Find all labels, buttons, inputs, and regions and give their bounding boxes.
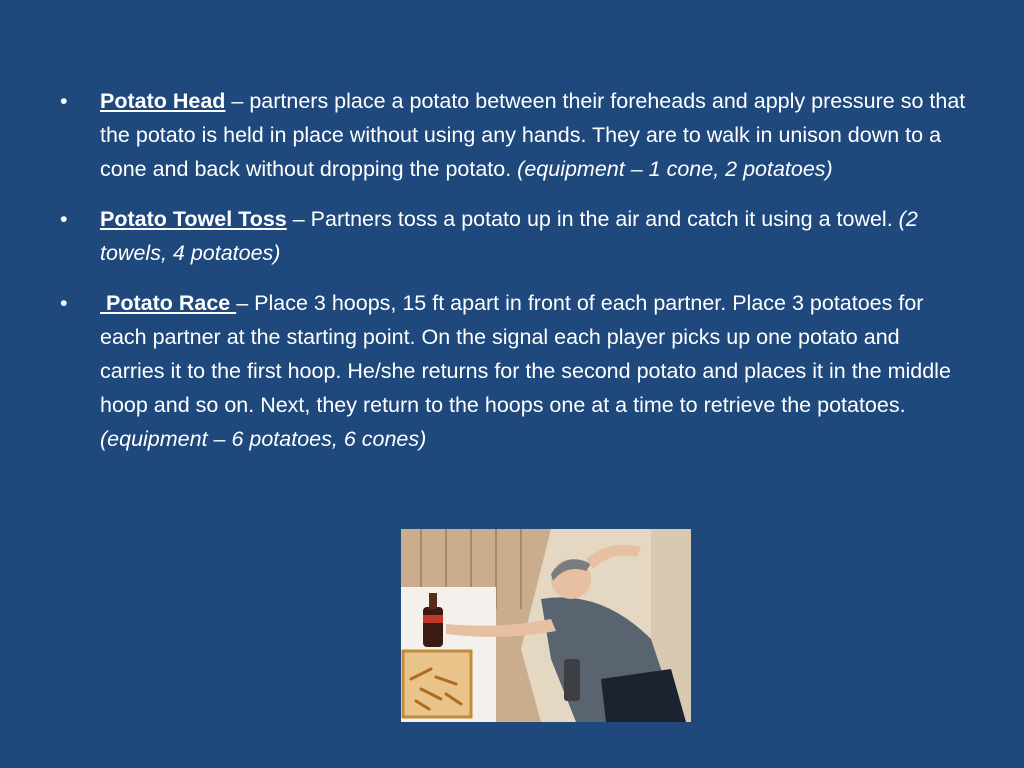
activity-description: – Partners toss a potato up in the air and catch it using a towel. [286,207,899,231]
equipment-note: (2 towels, 4 potatoes) [100,207,918,265]
activity-title: Potato Head [100,89,226,113]
bullet-list [60,84,970,472]
bullet-marker: • [60,207,68,231]
activity-title: Potato Towel Toss [100,207,287,231]
list-item-potato-race [60,286,970,456]
equipment-note: (equipment – 1 cone, 2 potatoes) [517,157,833,181]
couch-potato-photo [401,529,691,722]
activity-description: – Place 3 hoops, 15 ft apart in front of each partner. Place 3 potatoes for each partner at the starting point. On the signal each player picks up one potato and carries it to the first hoop. He/she returns for the second potato and places it in the middle hoop and so on. Next, they return to the hoops one at a time to retrieve the potatoes. [100,291,951,417]
activity-description: – partners place a potato between their foreheads and apply pressure so that the potato is held in place without using any hands. They are to walk in unison down to a cone and back without dropping the potato. [100,89,966,181]
photo-illustration [401,529,691,722]
bullet-marker: • [60,89,68,113]
list-item-potato-head [60,84,970,186]
list-item-potato-towel-toss [60,202,970,270]
bullet-marker: • [60,291,68,315]
activity-title: Potato Race [100,291,237,315]
equipment-note: (equipment – 6 potatoes, 6 cones) [100,427,427,451]
